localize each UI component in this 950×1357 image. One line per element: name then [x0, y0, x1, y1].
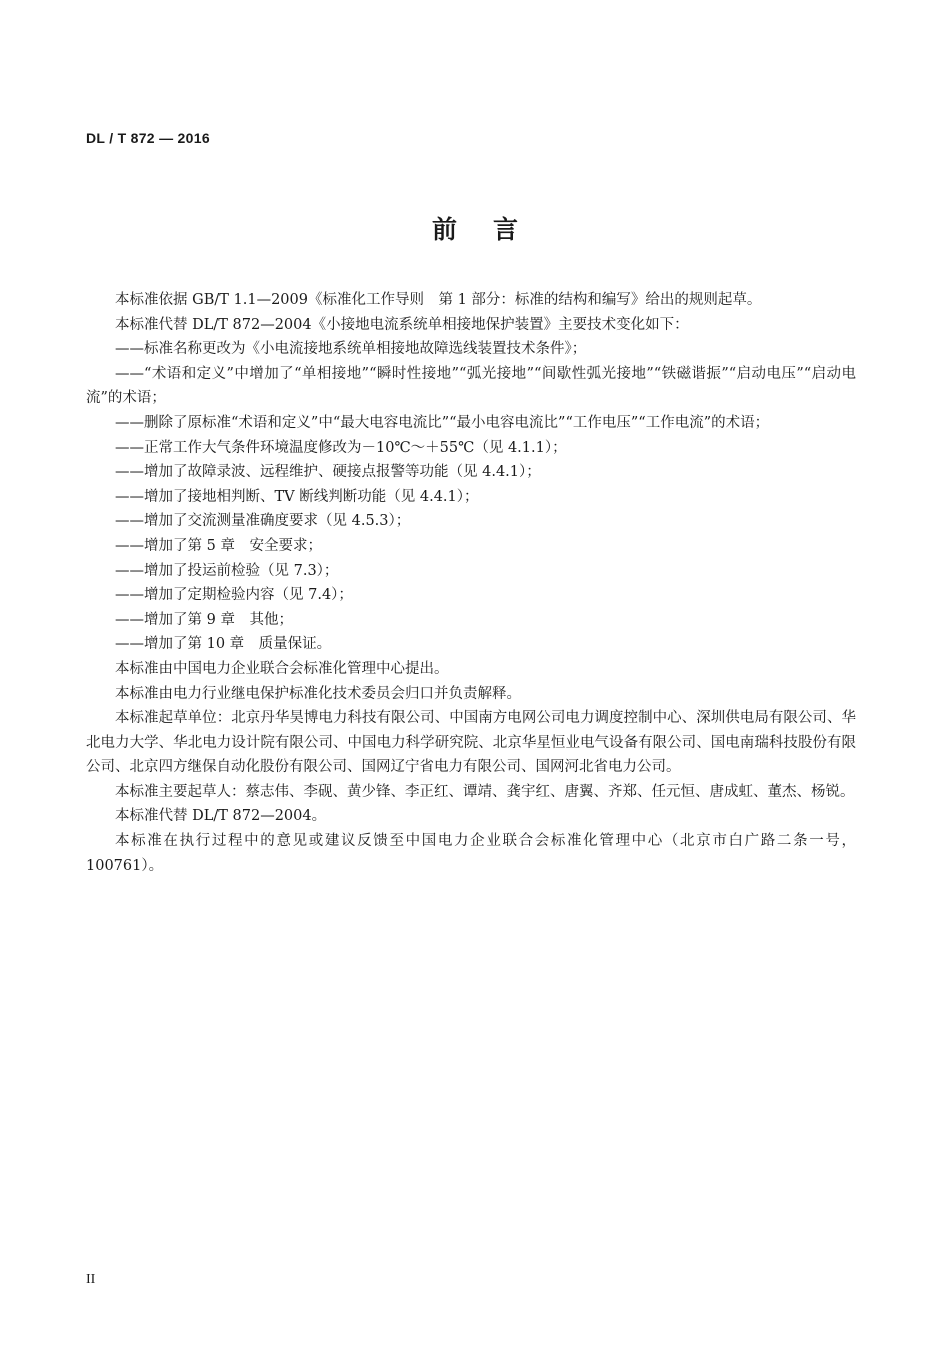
paragraph-proposed-by: 本标准由中国电力企业联合会标准化管理中心提出。 [115, 660, 449, 677]
change-item-phase-detection: ——增加了接地相判断、TV 断线判断功能（见 4.4.1）； [115, 488, 479, 505]
change-item-accuracy: ——增加了交流测量准确度要求（见 4.5.3）； [115, 513, 411, 530]
paragraph-administered-by: 本标准由电力行业继电保护标准化技术委员会归口并负责解释。 [115, 685, 521, 702]
change-item-pre-commissioning: ——增加了投运前检验（见 7.3）； [115, 562, 339, 579]
paragraph-drafting-basis: 本标准依据 GB/T 1.1—2009《标准化工作导则 第 1 部分：标准的结构和编写》给出的规则起草。 [115, 292, 762, 308]
change-item-periodic-test: ——增加了定期检验内容（见 7.4）； [115, 587, 353, 604]
page-title: 前言 [431, 215, 554, 244]
change-item-title: ——标准名称更改为《小电流接地系统单相接地故障选线装置技术条件》； [115, 341, 587, 358]
change-item-terms-deleted: ——删除了原标准“术语和定义”中“最大电容电流比”“最小电容电流比”“工作电压”“工作电流”的术语； [115, 414, 770, 431]
change-item-chapter-10: ——增加了第 10 章 质量保证。 [115, 636, 332, 653]
paragraph-replaces: 本标准代替 DL/T 872—2004。 [115, 808, 327, 825]
foreword-body [86, 288, 856, 878]
change-item-chapter-9: ——增加了第 9 章 其他； [115, 611, 293, 628]
paragraph-drafters: 本标准主要起草人：蔡志伟、李砚、黄少锋、李正红、谭靖、龚宇红、唐翼、齐郑、任元恒、唐成虹、董杰、杨锐。 [115, 783, 855, 800]
paragraph-drafting-units: 本标准起草单位：北京丹华昊博电力科技有限公司、中国南方电网公司电力调度控制中心、深圳供电局有限公司、华北电力大学、华北电力设计院有限公司、中国电力科学研究院、北京华星恒业电气设备有限公司、国电南瑞科技股份有限公司、北京四方继保自动化股份有限公司、国网辽宁省电力有限公司、国网河北省电力公司。 [86, 710, 856, 776]
paragraph-replacement-changes: 本标准代替 DL/T 872—2004《小接地电流系统单相接地保护装置》主要技术变化如下： [115, 316, 689, 333]
change-item-terms-added: ——“术语和定义”中增加了“单相接地”“瞬时性接地”“弧光接地”“间歇性弧光接地”“铁磁谐振”“启动电压”“启动电流”的术语； [86, 365, 856, 407]
document-code: DL / T 872 — 2016 [86, 130, 210, 146]
change-item-temperature: ——正常工作大气条件环境温度修改为－10℃～＋55℃（见 4.1.1）； [115, 439, 567, 456]
paragraph-feedback: 本标准在执行过程中的意见或建议反馈至中国电力企业联合会标准化管理中心（北京市白广路二条一号，100761）。 [86, 833, 856, 874]
page-number: II [86, 1272, 96, 1287]
change-item-recording: ——增加了故障录波、远程维护、硬接点报警等功能（见 4.4.1）； [115, 464, 541, 481]
change-item-chapter-5: ——增加了第 5 章 安全要求； [115, 537, 322, 554]
